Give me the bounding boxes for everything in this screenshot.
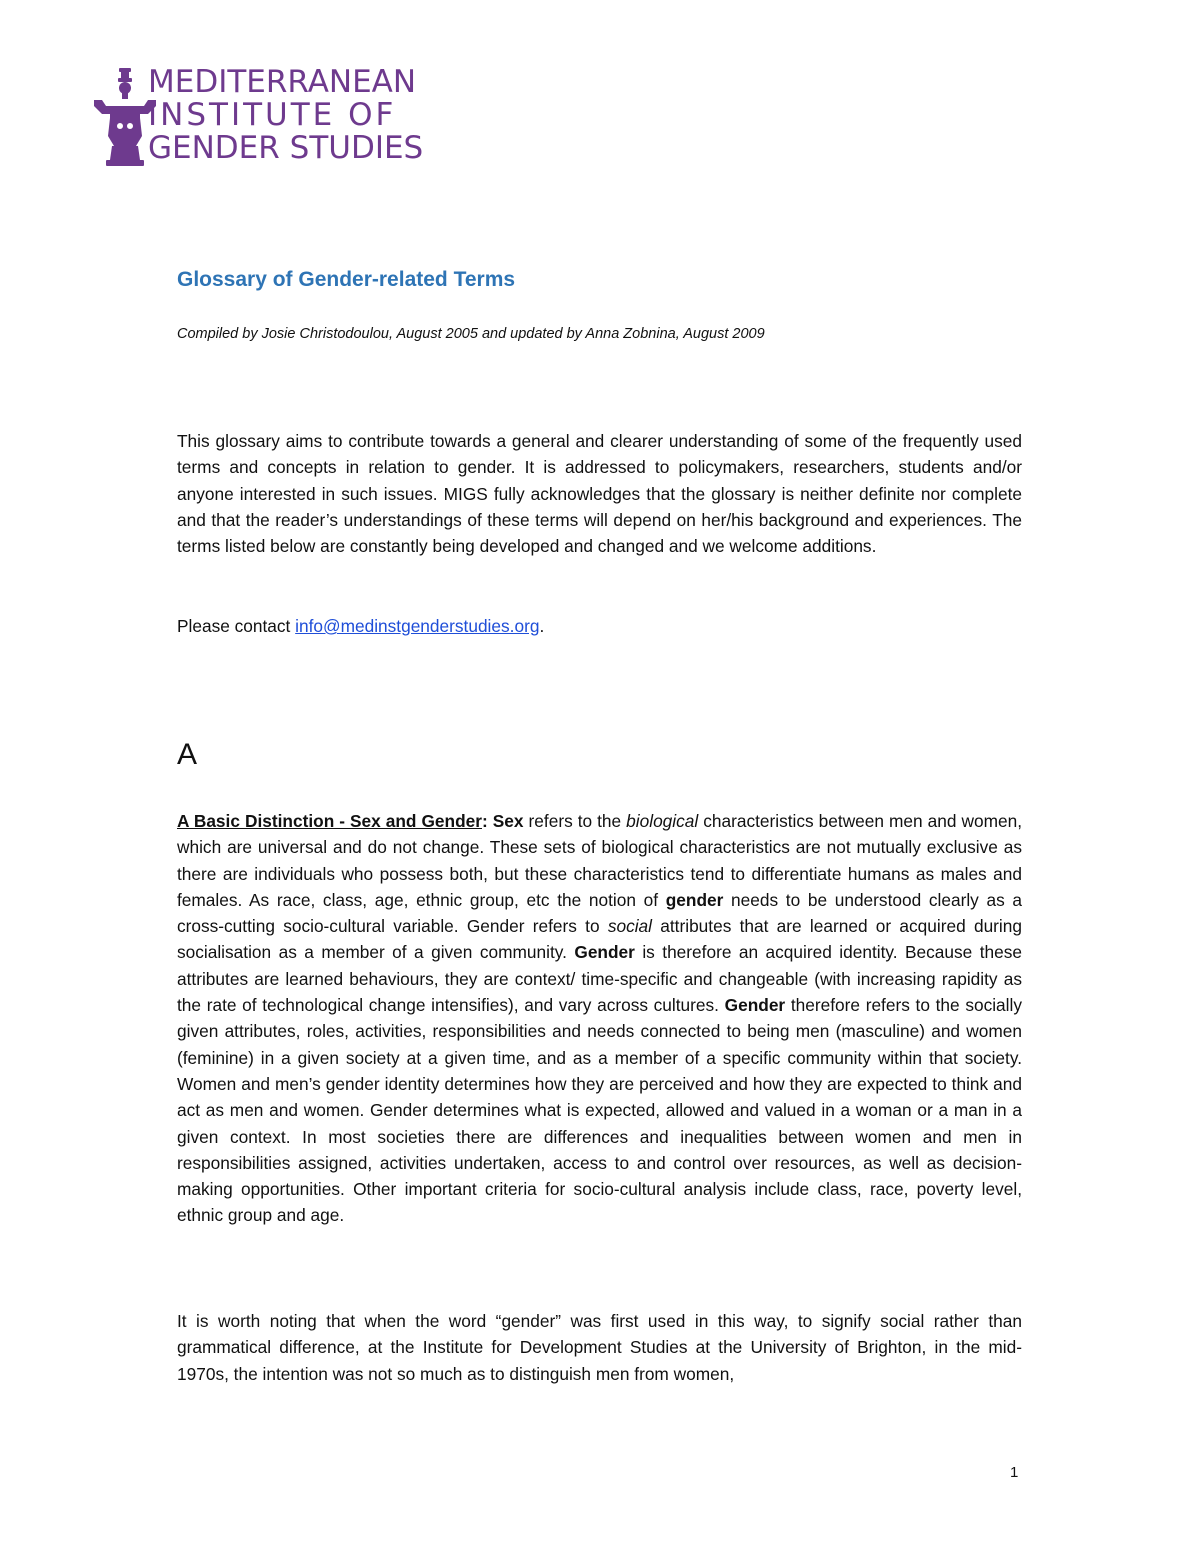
logo-wordmark	[148, 66, 423, 165]
entry-text-2: characteristics between men and women, which are universal and do not change. These sets of biological characteristics are not mutually exclusive as there are individuals who possess both, but these characteristics tend to differentiate humans as males and females. As race, class, age, ethnic group, etc the notion of	[177, 811, 1022, 910]
logo-line-3: GENDER STUDIES	[148, 130, 424, 166]
entry-text-4: attributes that are learned or acquired during socialisation as a member of a given community.	[177, 916, 1022, 963]
entry-text-1: refers to the	[523, 811, 627, 831]
contact-email-link[interactable]: info@medinstgenderstudies.org	[295, 616, 540, 636]
entry-text-3: needs to be understood clearly as a cross-cutting socio-cultural variable. Gender refers to	[177, 889, 1022, 937]
contact-suffix: .	[539, 616, 545, 636]
social-emphasis: social	[607, 916, 653, 937]
logo-line-1: MEDITERRANEAN	[148, 64, 417, 100]
entry-colon: :	[482, 811, 488, 831]
biological-emphasis: biological	[626, 811, 699, 831]
intro-paragraph: This glossary aims to contribute towards a general and clearer understanding of some of the frequently used terms and concepts in relation to gender. It is addressed to policymakers, researchers, students and/or anyone interested in such issues. MIGS fully acknowledges that the glossary is neither definite nor complete and that the reader’s understandings of these terms will depend on her/his background and experiences. The terms listed below are constantly being developed and changed and we welcome additions.	[177, 431, 1022, 557]
logo-line-2: INSTITUTE OF	[148, 97, 397, 133]
entry-term: A Basic Distinction - Sex and Gender	[177, 811, 482, 831]
gender-keyword-2: Gender	[574, 942, 635, 963]
entry-text-5: is therefore an acquired identity. Because these attributes are learned behaviours, they are context/ time-specific and changeable (with increasing rapidity as the rate of technological change intensifies), and vary across cultures.	[177, 942, 1022, 1016]
glossary-entry-sex-and-gender	[177, 808, 1022, 1229]
contact-paragraph	[177, 613, 1022, 639]
compiled-by-line: Compiled by Josie Christodoulou, August 2005 and updated by Anna Zobnina, August 2009	[177, 326, 765, 342]
sex-keyword: Sex	[492, 811, 524, 831]
entry-text-6: therefore refers to the socially given attributes, roles, activities, responsibilities and needs connected to being men (masculine) and women (feminine) in a given society at a given time, and as a member of a specific community within that society. Women and men’s gender identity determines how they are perceived and how they are expected to think and act as men and women. Gender determines what is expected, allowed and valued in a woman or a man in a given context. In most societies there are differences and inequalities between women and men in responsibilities assigned, activities undertaken, access to and control over resources, as well as decision-making opportunities. Other important criteria for socio-cultural analysis include class, race, poverty level, ethnic group and age.	[177, 995, 1022, 1226]
contact-prefix: Please contact	[177, 616, 296, 636]
migs-logo	[92, 64, 424, 170]
page-number: 1	[1010, 1464, 1019, 1481]
gender-keyword-1: gender	[665, 889, 724, 910]
entry-second-paragraph: It is worth noting that when the word “gender” was first used in this way, to signify social rather than grammatical difference, at the Institute for Development Studies at the University of Brighton, in the mid-1970s, the intention was not so much as to distinguish men from women,	[177, 1311, 1022, 1384]
section-letter: A	[177, 738, 198, 771]
gender-keyword-3: Gender	[724, 995, 786, 1016]
document-title: Glossary of Gender-related Terms	[177, 268, 516, 291]
